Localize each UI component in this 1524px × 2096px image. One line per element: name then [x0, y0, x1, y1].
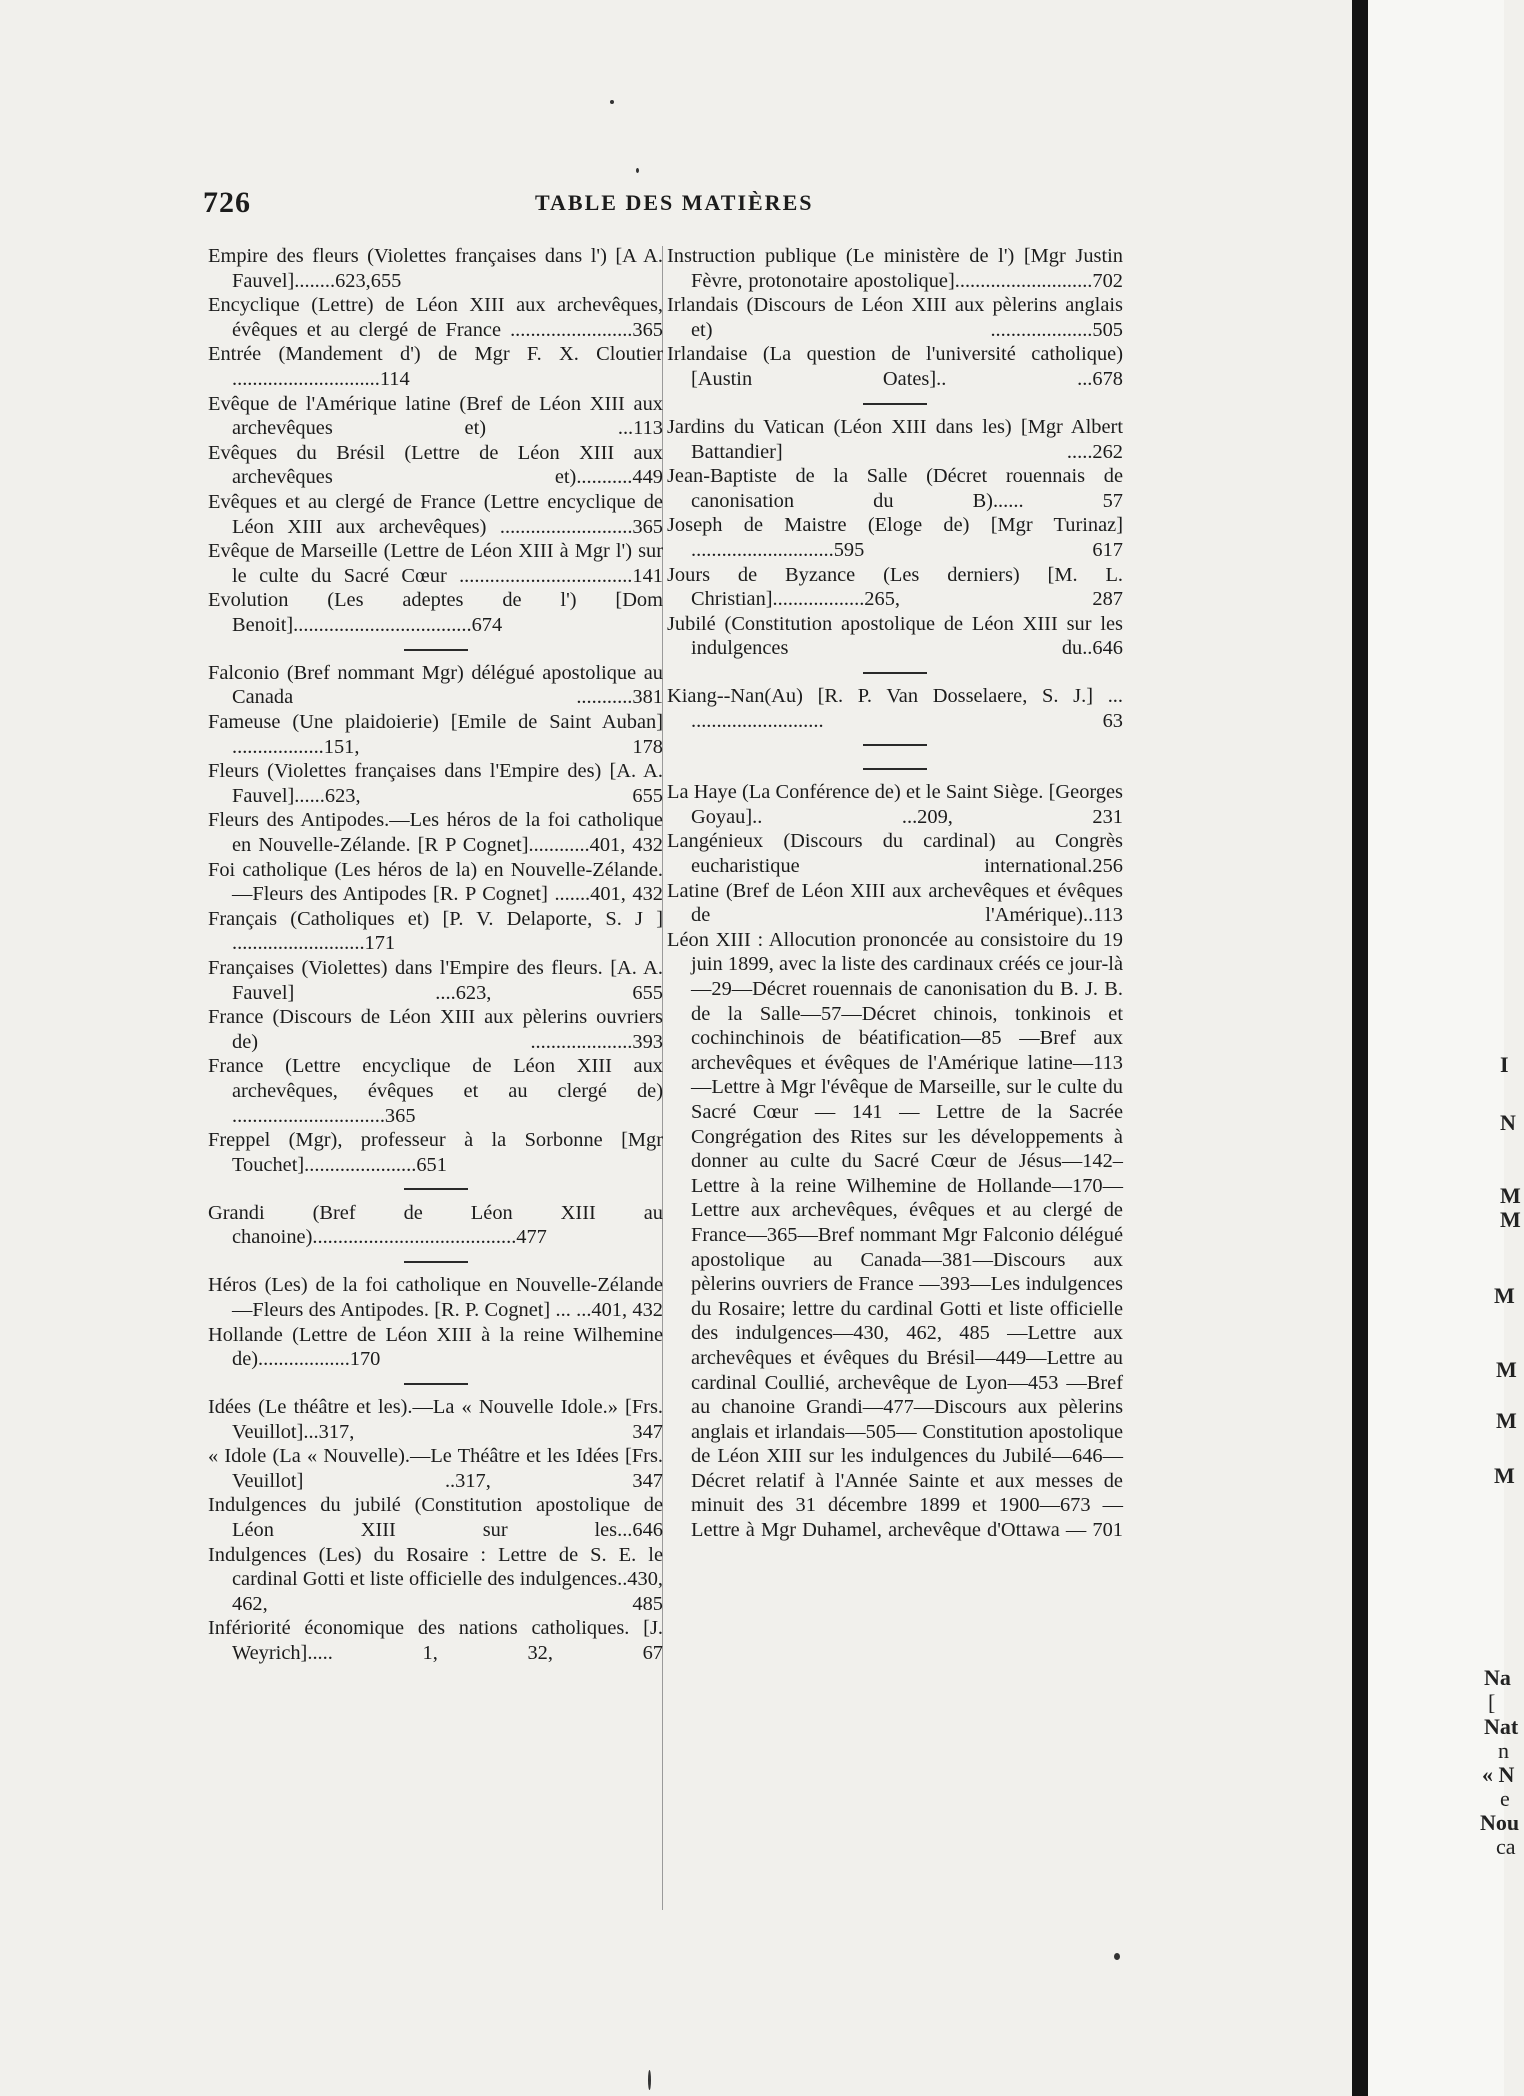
adjacent-page-fragment: M	[1500, 1207, 1521, 1232]
index-entry: Foi catholique (Les héros de la) en Nouvelle-Zélande.—Fleurs des Antipodes [R. P Cognet] .......401, 432	[208, 858, 663, 906]
adjacent-page-fragment: M	[1496, 1357, 1517, 1382]
index-entry: Jours de Byzance (Les derniers) [M. L. Christian]..................265, 287	[667, 563, 1123, 611]
page-title: TABLE DES MATIÈRES	[535, 190, 814, 215]
index-entry: Indulgences du jubilé (Constitution apostolique de Léon XIII sur les...646	[208, 1494, 663, 1542]
adjacent-page-fragment: M	[1500, 1183, 1521, 1208]
index-entry: La Haye (La Conférence de) et le Saint Siège. [Georges Goyau].. ...209, 231	[667, 781, 1123, 828]
index-entry: Langénieux (Discours du cardinal) au Congrès eucharistique international.256	[667, 830, 1123, 878]
index-entry: Evolution (Les adeptes de l') [Dom Benoit]...................................674	[208, 589, 663, 636]
section-separator	[667, 757, 1123, 780]
adjacent-page-fragment: Na	[1484, 1665, 1511, 1690]
adjacent-page-fragment: N	[1500, 1110, 1516, 1135]
index-entry: Hollande (Lettre de Léon XIII à la reine Wilhemine de)..................170	[208, 1323, 663, 1371]
section-separator	[208, 638, 663, 661]
adjacent-page-fragment: M	[1494, 1463, 1515, 1488]
adjacent-page-fragment: n	[1498, 1738, 1509, 1763]
index-entry: Empire des fleurs (Violettes françaises dans l') [A A. Fauvel]........623,655	[208, 245, 663, 292]
adjacent-page-fragment: I	[1500, 1052, 1509, 1077]
index-entry: Français (Catholiques et) [P. V. Delaporte, S. J ] ..........................171	[208, 907, 663, 955]
index-entry: Idées (Le théâtre et les).—La « Nouvelle Idole.» [Frs. Veuillot]...317, 347	[208, 1396, 663, 1443]
index-entry: Latine (Bref de Léon XIII aux archevêques et évêques de l'Amérique)..113	[667, 879, 1123, 927]
index-entry: France (Lettre encyclique de Léon XIII aux archevêques, évêques et au clergé de) ..............................365	[208, 1055, 663, 1127]
right-column	[667, 244, 1123, 1543]
adjacent-page-fragment: M	[1496, 1408, 1517, 1433]
index-entry: Instruction publique (Le ministère de l') [Mgr Justin Fèvre, protonotaire apostolique]...........................702	[667, 245, 1123, 292]
index-entry: Jubilé (Constitution apostolique de Léon XIII sur les indulgences du..646	[667, 612, 1123, 660]
index-entry: Evêques du Brésil (Lettre de Léon XIII aux archevêques et)...........449	[208, 441, 663, 489]
scan-speck	[636, 168, 639, 173]
adjacent-page-fragment: Nat	[1484, 1714, 1519, 1739]
adjacent-page-fragment: [	[1488, 1690, 1496, 1715]
index-entry: Entrée (Mandement d') de Mgr F. X. Cloutier .............................114	[208, 343, 663, 390]
index-entry: France (Discours de Léon XIII aux pèlerins ouvriers de) ....................393	[208, 1006, 663, 1053]
section-separator	[208, 1372, 663, 1395]
index-entry: Grandi (Bref de Léon XIII au chanoine)........................................477	[208, 1201, 663, 1249]
index-entry: Léon XIII : Allocution prononcée au consistoire du 19 juin 1899, avec la liste des cardinaux créés ce jour-là—29—Décret rouennais de canonisation du B. J. B. de la Salle—57—Décret chinois, tonkinois et cochinchinois de béatification—85 —Bref aux archevêques et évêques de l'Amérique latine—113—Lettre à Mgr l'évêque de Marseille, sur le culte du Sacré Cœur — 141 — Lettre de la Sacrée Congrégation des Rites sur les développements à donner au culte du Sacré Cœur de Jésus—142–Lettre à la reine Wilhemine de Hollande—170—Lettre aux archevêques, évêques et au clergé de France—365—Bref nommant Mgr Falconio délégué apostolique au Canada—381—Discours aux pèlerins ouvriers de France —393—Les indulgences du Rosaire; lettre du cardinal Gotti et liste officielle des indulgences—430, 462, 485 —Lettre aux archevêques et évêques du Brésil—449—Lettre au cardinal Coullié, archevêque de Lyon—453 —Bref au chanoine Grandi—477—Discours aux pèlerins anglais et irlandais—505— Constitution apostolique de Léon XIII sur les indulgences du Jubilé—646—Décret relatif à l'Année Sainte et aux messes de minuit des 31 décembre 1899 et 1900—673 — Lettre à Mgr Duhamel, archevêque d'Ottawa — 701	[667, 928, 1123, 1542]
index-entry: Jean-Baptiste de la Salle (Décret rouennais de canonisation du B)...... 57	[667, 465, 1123, 512]
page-number: 726	[203, 186, 251, 219]
index-entry: Jardins du Vatican (Léon XIII dans les) [Mgr Albert Battandier] .....262	[667, 415, 1123, 463]
index-entry: Irlandais (Discours de Léon XIII aux pèlerins anglais et) ....................505	[667, 294, 1123, 341]
index-entry: Evêque de l'Amérique latine (Bref de Léon XIII aux archevêques et) ...113	[208, 392, 663, 440]
index-entry: Freppel (Mgr), professeur à la Sorbonne [Mgr Touchet]......................651	[208, 1129, 663, 1176]
index-entry: Kiang--Nan(Au) [R. P. Van Dosselaere, S. J.] ... .......................... 63	[667, 685, 1123, 732]
index-entry: Evêques et au clergé de France (Lettre encyclique de Léon XIII aux archevêques) ..........................365	[208, 490, 663, 538]
adjacent-page-fragment: Nou	[1480, 1810, 1520, 1835]
section-separator	[667, 392, 1123, 415]
section-separator	[208, 1177, 663, 1200]
scan-speck	[610, 100, 614, 104]
adjacent-page-edge	[1352, 0, 1521, 2096]
index-entry: Encyclique (Lettre) de Léon XIII aux archevêques, évêques et au clergé de France ........................365	[208, 294, 663, 341]
index-entry: Irlandaise (La question de l'université catholique) [Austin Oates].. ...678	[667, 343, 1123, 390]
index-entry: « Idole (La « Nouvelle).—Le Théâtre et les Idées [Frs. Veuillot] ..317, 347	[208, 1445, 663, 1492]
scan-speck	[648, 2070, 651, 2090]
adjacent-page-fragment: « N	[1482, 1762, 1515, 1787]
section-separator	[667, 733, 1123, 756]
index-entry: Indulgences (Les) du Rosaire : Lettre de S. E. le cardinal Gotti et liste officielle des indulgences..430, 462, 485	[208, 1543, 663, 1615]
index-entry: Fameuse (Une plaidoierie) [Emile de Saint Auban] ..................151, 178	[208, 711, 663, 758]
index-entry: Héros (Les) de la foi catholique en Nouvelle-Zélande —Fleurs des Antipodes. [R. P. Cognet] ... ...401, 432	[208, 1274, 663, 1321]
section-separator	[208, 1250, 663, 1273]
adjacent-page-fragment: M	[1494, 1283, 1515, 1308]
scan-speck	[1114, 1953, 1120, 1960]
adjacent-page-fragment: ca	[1496, 1834, 1516, 1859]
index-entry: Falconio (Bref nommant Mgr) délégué apostolique au Canada ...........381	[208, 661, 663, 709]
left-column	[208, 244, 663, 1666]
section-separator	[667, 661, 1123, 684]
index-entry: Infériorité économique des nations catholiques. [J. Weyrich]..... 1, 32, 67	[208, 1617, 663, 1665]
adjacent-page-fragment: e	[1500, 1786, 1510, 1811]
index-entry: Fleurs (Violettes françaises dans l'Empire des) [A. A. Fauvel]......623, 655	[208, 760, 663, 807]
index-entry: Joseph de Maistre (Eloge de) [Mgr Turinaz] ............................595 617	[667, 514, 1123, 561]
index-entry: Françaises (Violettes) dans l'Empire des fleurs. [A. A. Fauvel] ....623, 655	[208, 957, 663, 1004]
index-entry: Evêque de Marseille (Lettre de Léon XIII à Mgr l') sur le culte du Sacré Cœur ..................................141	[208, 540, 663, 587]
index-entry: Fleurs des Antipodes.—Les héros de la foi catholique en Nouvelle-Zélande. [R P Cognet]............401, 432	[208, 809, 663, 857]
